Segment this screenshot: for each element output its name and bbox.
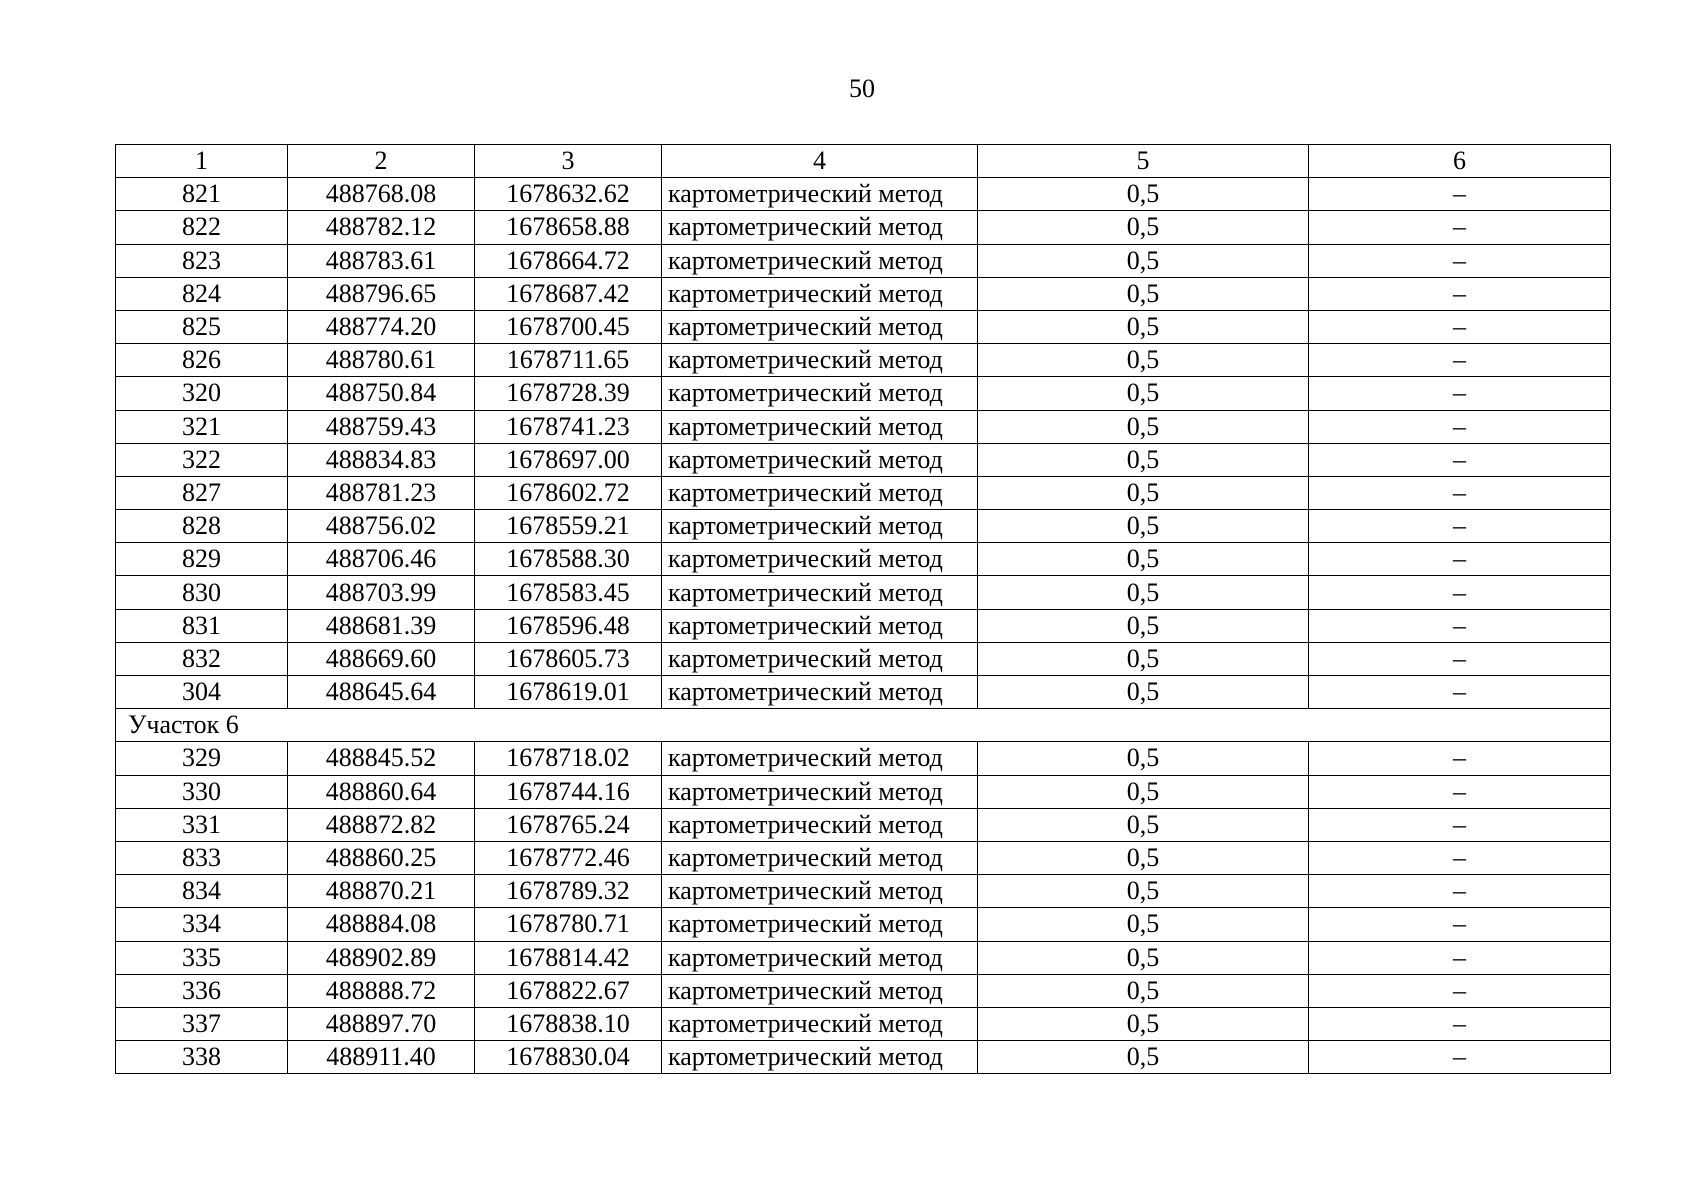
method-cell: картометрический метод <box>662 410 978 443</box>
accuracy-cell: 0,5 <box>978 642 1309 675</box>
accuracy-cell: 0,5 <box>978 1041 1309 1074</box>
column-header: 4 <box>662 145 978 178</box>
y-coordinate-cell: 1678741.23 <box>475 410 662 443</box>
coordinates-table <box>115 144 1611 1074</box>
note-cell: – <box>1309 377 1611 410</box>
table-row <box>116 410 1611 443</box>
note-cell: – <box>1309 974 1611 1007</box>
method-cell: картометрический метод <box>662 576 978 609</box>
method-cell: картометрический метод <box>662 310 978 343</box>
y-coordinate-cell: 1678619.01 <box>475 676 662 709</box>
point-number-cell: 833 <box>116 841 288 874</box>
y-coordinate-cell: 1678765.24 <box>475 808 662 841</box>
note-cell: – <box>1309 676 1611 709</box>
method-cell: картометрический метод <box>662 875 978 908</box>
accuracy-cell: 0,5 <box>978 941 1309 974</box>
y-coordinate-cell: 1678687.42 <box>475 277 662 310</box>
point-number-cell: 825 <box>116 310 288 343</box>
x-coordinate-cell: 488756.02 <box>288 510 475 543</box>
x-coordinate-cell: 488703.99 <box>288 576 475 609</box>
x-coordinate-cell: 488860.64 <box>288 775 475 808</box>
note-cell: – <box>1309 609 1611 642</box>
note-cell: – <box>1309 808 1611 841</box>
method-cell: картометрический метод <box>662 543 978 576</box>
note-cell: – <box>1309 476 1611 509</box>
point-number-cell: 827 <box>116 476 288 509</box>
table-row <box>116 609 1611 642</box>
table-row <box>116 211 1611 244</box>
point-number-cell: 335 <box>116 941 288 974</box>
point-number-cell: 338 <box>116 1041 288 1074</box>
accuracy-cell: 0,5 <box>978 974 1309 1007</box>
x-coordinate-cell: 488902.89 <box>288 941 475 974</box>
method-cell: картометрический метод <box>662 642 978 675</box>
method-cell: картометрический метод <box>662 808 978 841</box>
y-coordinate-cell: 1678602.72 <box>475 476 662 509</box>
method-cell: картометрический метод <box>662 841 978 874</box>
accuracy-cell: 0,5 <box>978 211 1309 244</box>
accuracy-cell: 0,5 <box>978 1007 1309 1040</box>
accuracy-cell: 0,5 <box>978 178 1309 211</box>
note-cell: – <box>1309 742 1611 775</box>
x-coordinate-cell: 488781.23 <box>288 476 475 509</box>
method-cell: картометрический метод <box>662 211 978 244</box>
table-row <box>116 476 1611 509</box>
note-cell: – <box>1309 775 1611 808</box>
method-cell: картометрический метод <box>662 476 978 509</box>
accuracy-cell: 0,5 <box>978 510 1309 543</box>
accuracy-cell: 0,5 <box>978 476 1309 509</box>
column-header: 6 <box>1309 145 1611 178</box>
accuracy-cell: 0,5 <box>978 875 1309 908</box>
table-row <box>116 642 1611 675</box>
table-row <box>116 510 1611 543</box>
note-cell: – <box>1309 510 1611 543</box>
note-cell: – <box>1309 344 1611 377</box>
table-row <box>116 775 1611 808</box>
point-number-cell: 821 <box>116 178 288 211</box>
y-coordinate-cell: 1678789.32 <box>475 875 662 908</box>
accuracy-cell: 0,5 <box>978 609 1309 642</box>
method-cell: картометрический метод <box>662 510 978 543</box>
table-body <box>116 145 1611 1074</box>
method-cell: картометрический метод <box>662 775 978 808</box>
note-cell: – <box>1309 178 1611 211</box>
point-number-cell: 322 <box>116 443 288 476</box>
x-coordinate-cell: 488681.39 <box>288 609 475 642</box>
accuracy-cell: 0,5 <box>978 841 1309 874</box>
point-number-cell: 824 <box>116 277 288 310</box>
x-coordinate-cell: 488872.82 <box>288 808 475 841</box>
y-coordinate-cell: 1678559.21 <box>475 510 662 543</box>
y-coordinate-cell: 1678822.67 <box>475 974 662 1007</box>
note-cell: – <box>1309 211 1611 244</box>
x-coordinate-cell: 488645.64 <box>288 676 475 709</box>
accuracy-cell: 0,5 <box>978 410 1309 443</box>
note-cell: – <box>1309 410 1611 443</box>
note-cell: – <box>1309 277 1611 310</box>
accuracy-cell: 0,5 <box>978 244 1309 277</box>
y-coordinate-cell: 1678664.72 <box>475 244 662 277</box>
x-coordinate-cell: 488834.83 <box>288 443 475 476</box>
note-cell: – <box>1309 1041 1611 1074</box>
y-coordinate-cell: 1678632.62 <box>475 178 662 211</box>
accuracy-cell: 0,5 <box>978 443 1309 476</box>
note-cell: – <box>1309 1007 1611 1040</box>
y-coordinate-cell: 1678596.48 <box>475 609 662 642</box>
accuracy-cell: 0,5 <box>978 310 1309 343</box>
x-coordinate-cell: 488706.46 <box>288 543 475 576</box>
accuracy-cell: 0,5 <box>978 576 1309 609</box>
method-cell: картометрический метод <box>662 974 978 1007</box>
table-row <box>116 808 1611 841</box>
table-row <box>116 277 1611 310</box>
section-row <box>116 709 1611 742</box>
x-coordinate-cell: 488750.84 <box>288 377 475 410</box>
page-number: 50 <box>849 74 875 103</box>
point-number-cell: 823 <box>116 244 288 277</box>
method-cell: картометрический метод <box>662 277 978 310</box>
y-coordinate-cell: 1678780.71 <box>475 908 662 941</box>
table-row <box>116 377 1611 410</box>
x-coordinate-cell: 488782.12 <box>288 211 475 244</box>
point-number-cell: 321 <box>116 410 288 443</box>
note-cell: – <box>1309 941 1611 974</box>
accuracy-cell: 0,5 <box>978 742 1309 775</box>
y-coordinate-cell: 1678814.42 <box>475 941 662 974</box>
x-coordinate-cell: 488774.20 <box>288 310 475 343</box>
x-coordinate-cell: 488783.61 <box>288 244 475 277</box>
table-row <box>116 576 1611 609</box>
column-header: 2 <box>288 145 475 178</box>
y-coordinate-cell: 1678658.88 <box>475 211 662 244</box>
table-row <box>116 310 1611 343</box>
point-number-cell: 337 <box>116 1007 288 1040</box>
point-number-cell: 829 <box>116 543 288 576</box>
y-coordinate-cell: 1678588.30 <box>475 543 662 576</box>
accuracy-cell: 0,5 <box>978 775 1309 808</box>
method-cell: картометрический метод <box>662 609 978 642</box>
point-number-cell: 830 <box>116 576 288 609</box>
method-cell: картометрический метод <box>662 344 978 377</box>
x-coordinate-cell: 488897.70 <box>288 1007 475 1040</box>
x-coordinate-cell: 488669.60 <box>288 642 475 675</box>
point-number-cell: 834 <box>116 875 288 908</box>
point-number-cell: 331 <box>116 808 288 841</box>
x-coordinate-cell: 488845.52 <box>288 742 475 775</box>
point-number-cell: 320 <box>116 377 288 410</box>
table-row <box>116 344 1611 377</box>
section-label: Участок 6 <box>116 709 1611 742</box>
method-cell: картометрический метод <box>662 676 978 709</box>
table-row <box>116 443 1611 476</box>
y-coordinate-cell: 1678697.00 <box>475 443 662 476</box>
point-number-cell: 831 <box>116 609 288 642</box>
point-number-cell: 828 <box>116 510 288 543</box>
note-cell: – <box>1309 875 1611 908</box>
x-coordinate-cell: 488796.65 <box>288 277 475 310</box>
y-coordinate-cell: 1678583.45 <box>475 576 662 609</box>
accuracy-cell: 0,5 <box>978 344 1309 377</box>
x-coordinate-cell: 488888.72 <box>288 974 475 1007</box>
table-row <box>116 676 1611 709</box>
x-coordinate-cell: 488768.08 <box>288 178 475 211</box>
point-number-cell: 304 <box>116 676 288 709</box>
x-coordinate-cell: 488860.25 <box>288 841 475 874</box>
accuracy-cell: 0,5 <box>978 543 1309 576</box>
accuracy-cell: 0,5 <box>978 908 1309 941</box>
column-header: 1 <box>116 145 288 178</box>
accuracy-cell: 0,5 <box>978 377 1309 410</box>
y-coordinate-cell: 1678605.73 <box>475 642 662 675</box>
y-coordinate-cell: 1678830.04 <box>475 1041 662 1074</box>
point-number-cell: 822 <box>116 211 288 244</box>
table-header-row <box>116 145 1611 178</box>
point-number-cell: 826 <box>116 344 288 377</box>
table-row <box>116 974 1611 1007</box>
x-coordinate-cell: 488884.08 <box>288 908 475 941</box>
note-cell: – <box>1309 642 1611 675</box>
point-number-cell: 334 <box>116 908 288 941</box>
note-cell: – <box>1309 841 1611 874</box>
table-row <box>116 543 1611 576</box>
table-row <box>116 742 1611 775</box>
x-coordinate-cell: 488780.61 <box>288 344 475 377</box>
note-cell: – <box>1309 908 1611 941</box>
method-cell: картометрический метод <box>662 1041 978 1074</box>
x-coordinate-cell: 488870.21 <box>288 875 475 908</box>
y-coordinate-cell: 1678838.10 <box>475 1007 662 1040</box>
y-coordinate-cell: 1678711.65 <box>475 344 662 377</box>
point-number-cell: 832 <box>116 642 288 675</box>
note-cell: – <box>1309 543 1611 576</box>
table-row <box>116 178 1611 211</box>
table-row <box>116 908 1611 941</box>
method-cell: картометрический метод <box>662 1007 978 1040</box>
accuracy-cell: 0,5 <box>978 277 1309 310</box>
note-cell: – <box>1309 576 1611 609</box>
note-cell: – <box>1309 443 1611 476</box>
point-number-cell: 329 <box>116 742 288 775</box>
method-cell: картометрический метод <box>662 178 978 211</box>
accuracy-cell: 0,5 <box>978 676 1309 709</box>
accuracy-cell: 0,5 <box>978 808 1309 841</box>
y-coordinate-cell: 1678772.46 <box>475 841 662 874</box>
table-row <box>116 1007 1611 1040</box>
y-coordinate-cell: 1678744.16 <box>475 775 662 808</box>
x-coordinate-cell: 488759.43 <box>288 410 475 443</box>
y-coordinate-cell: 1678718.02 <box>475 742 662 775</box>
table-row <box>116 244 1611 277</box>
note-cell: – <box>1309 310 1611 343</box>
table-row <box>116 875 1611 908</box>
method-cell: картометрический метод <box>662 244 978 277</box>
table-row <box>116 941 1611 974</box>
method-cell: картометрический метод <box>662 941 978 974</box>
method-cell: картометрический метод <box>662 742 978 775</box>
method-cell: картометрический метод <box>662 377 978 410</box>
column-header: 5 <box>978 145 1309 178</box>
point-number-cell: 330 <box>116 775 288 808</box>
note-cell: – <box>1309 244 1611 277</box>
column-header: 3 <box>475 145 662 178</box>
x-coordinate-cell: 488911.40 <box>288 1041 475 1074</box>
y-coordinate-cell: 1678728.39 <box>475 377 662 410</box>
method-cell: картометрический метод <box>662 443 978 476</box>
table-row <box>116 841 1611 874</box>
method-cell: картометрический метод <box>662 908 978 941</box>
point-number-cell: 336 <box>116 974 288 1007</box>
y-coordinate-cell: 1678700.45 <box>475 310 662 343</box>
table-row <box>116 1041 1611 1074</box>
